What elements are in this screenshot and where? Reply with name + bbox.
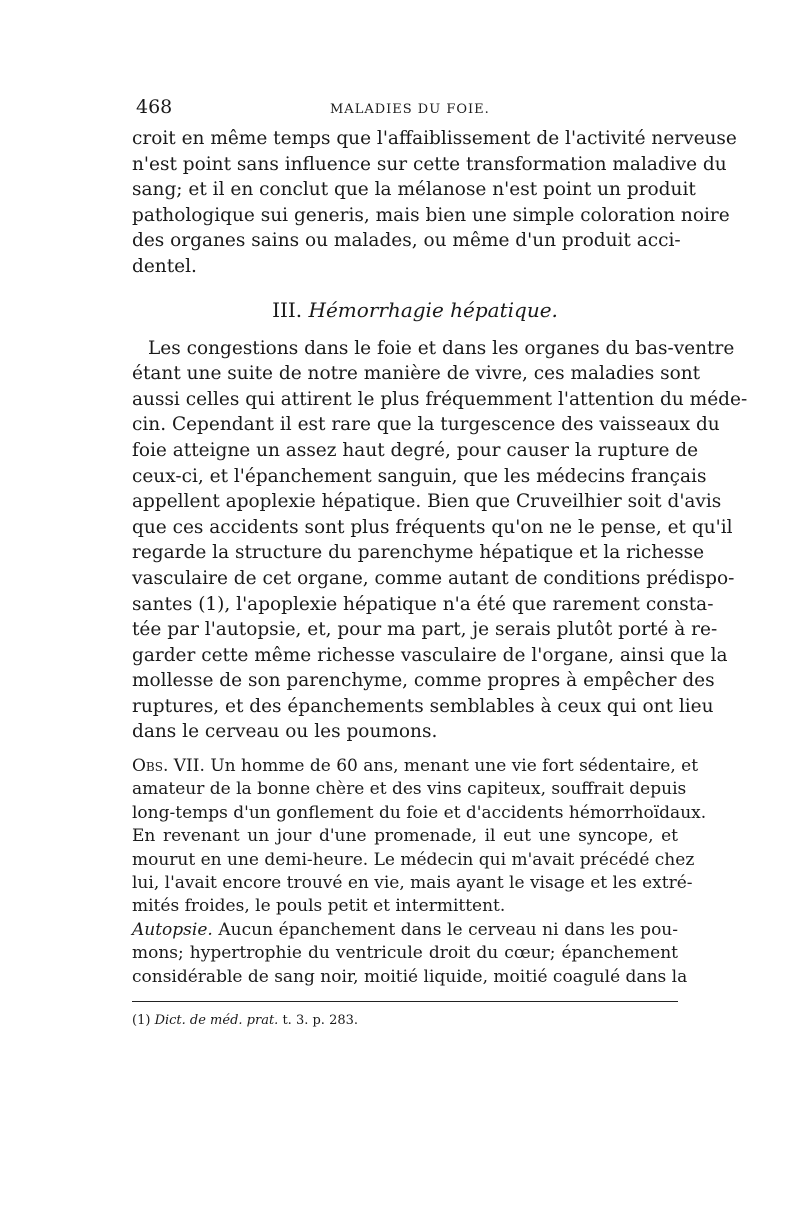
text-line: garder cette même richesse vasculaire de l'organe, ainsi que la xyxy=(132,644,728,666)
section-number: III. xyxy=(272,297,303,322)
text-line: aussi celles qui attirent le plus fréquemment l'attention du méde- xyxy=(132,388,748,410)
text-line: des organes sains ou malades, ou même d'un produit acci- xyxy=(132,230,681,252)
text-line: foie atteigne un assez haut degré, pour causer la rupture de xyxy=(132,439,699,461)
text-line: dans le cerveau ou les poumons. xyxy=(132,721,438,743)
footnote xyxy=(132,1012,678,1030)
text-line: sang; et il en conclut que la mélanose n'est point un produit xyxy=(132,179,696,201)
running-title: MALADIES DU FOIE. xyxy=(330,102,490,117)
footnote-source: Dict. de méd. prat. xyxy=(154,1012,279,1028)
text-line: tée par l'autopsie, et, pour ma part, je serais plutôt porté à re- xyxy=(132,619,718,641)
text-line: mités froides, le pouls petit et intermittent. xyxy=(132,896,506,917)
text-line: mourut en une demi-heure. Le médecin qui m'avait précédé chez xyxy=(132,849,695,870)
autopsy-text: Aucun épanchement dans le cerveau ni dans les pou- xyxy=(218,919,678,940)
paragraph-melanose xyxy=(132,126,737,280)
page-number: 468 xyxy=(136,96,173,118)
text-line xyxy=(132,919,678,942)
section-heading xyxy=(132,296,678,324)
observation-block xyxy=(132,755,707,989)
text-line: pathologique sui generis, mais bien une simple coloration noire xyxy=(132,204,730,226)
paragraph-congestions xyxy=(132,336,748,746)
observation-text: Un homme de 60 ans, menant une vie fort sédentaire, et xyxy=(210,756,699,777)
text-line: mons; hypertrophie du ventricule droit du cœur; épanchement xyxy=(132,943,678,964)
text-line: ruptures, et des épanchements semblables à ceux qui ont lieu xyxy=(132,695,714,717)
text-line: ceux-ci, et l'épanchement sanguin, que les médecins français xyxy=(132,465,707,487)
footnote-ref: t. 3. p. 283. xyxy=(282,1012,359,1028)
text-line: étant une suite de notre manière de vivre, ces maladies sont xyxy=(132,363,701,385)
text-line: cin. Cependant il est rare que la turgescence des vaisseaux du xyxy=(132,414,720,436)
text-line: Les congestions dans le foie et dans les organes du bas-ventre xyxy=(148,337,735,359)
page-header xyxy=(132,96,678,126)
section-title: Hémorrhagie hépatique. xyxy=(308,297,558,322)
text-line: croit en même temps que l'affaiblissement de l'activité nerveuse xyxy=(132,128,737,149)
text-line: santes (1), l'apoplexie hépatique n'a été que rarement consta- xyxy=(132,593,714,615)
text-line: considérable de sang noir, moitié liquide, moitié coagulé dans la xyxy=(132,966,688,987)
footnote-divider xyxy=(132,1001,678,1002)
text-line: amateur de la bonne chère et des vins capiteux, souffrait depuis xyxy=(132,779,687,800)
text-line xyxy=(132,755,699,778)
footnote-marker: (1) xyxy=(132,1012,151,1028)
text-line: appellent apoplexie hépatique. Bien que Cruveilhier soit d'avis xyxy=(132,491,722,513)
text-line: que ces accidents sont plus fréquents qu'on ne le pense, et qu'il xyxy=(132,516,733,538)
text-line: dentel. xyxy=(132,255,197,277)
text-line: regarde la structure du parenchyme hépatique et la richesse xyxy=(132,542,705,564)
text-line: vasculaire de cet organe, comme autant de conditions prédispo- xyxy=(132,567,735,589)
text-line: long-temps d'un gonflement du foie et d'accidents hémorrhoïdaux. xyxy=(132,802,707,823)
text-line: lui, l'avait encore trouvé en vie, mais ayant le visage et les extré- xyxy=(132,873,693,894)
text-line: En revenant un jour d'une promenade, il eut une syncope, et xyxy=(132,826,678,847)
text-line: mollesse de son parenchyme, comme propres à empêcher des xyxy=(132,670,715,692)
text-line: n'est point sans influence sur cette transformation maladive du xyxy=(132,153,727,175)
page xyxy=(132,96,748,1030)
autopsy-label: Autopsie. xyxy=(132,919,213,940)
observation-label: Obs. VII. xyxy=(132,756,205,777)
